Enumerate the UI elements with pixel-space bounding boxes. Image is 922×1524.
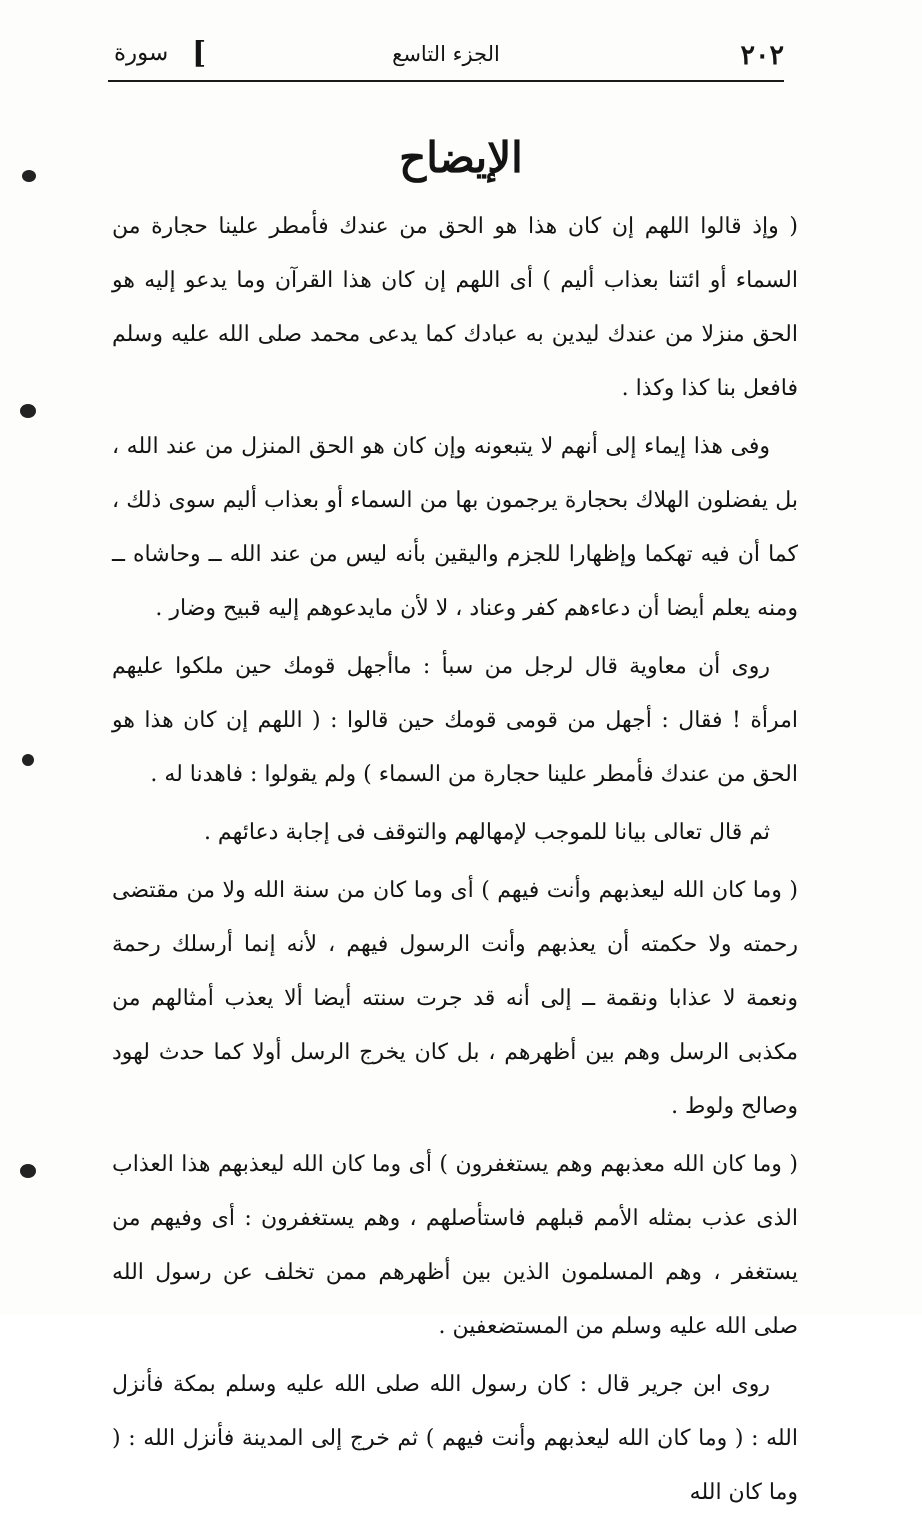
paragraph: ( وما كان الله ليعذبهم وأنت فيهم ) أى وما كان من سنة الله ولا من مقتضى رحمته ولا حكمته أن يعذبهم وأنت الرسول فيهم ، لأنه إنما أرسلك رحمة ونعمة لا عذابا ونقمة ــ إلى أنه قد جرت سنته أيضا ألا يعذب أمثالهم من مكذبى الرسل وهم بين أظهرهم ، بل كان يخرج الرسل أولا كما حدث لهود وصالح ولوط .: [112, 878, 798, 1119]
running-header: [108, 38, 784, 78]
margin-ink-blot: [22, 754, 34, 766]
margin-ink-blot: [20, 404, 36, 418]
paragraph: ( وإذ قالوا اللهم إن كان هذا هو الحق من عندك فأمطر علينا حجارة من السماء أو ائتنا بعذاب أليم ) أى اللهم إن كان هذا القرآن وما يدعو إليه هو الحق منزلا من عندك ليدين به عبادك كما يدعى محمد صلى الله عليه وسلم فافعل بنا كذا وكذا .: [112, 214, 798, 401]
paragraph: روى أن معاوية قال لرجل من سبأ : ماأجهل قومك حين ملكوا عليهم امرأة ! فقال : أجهل من قومى قومك حين قالوا : ( اللهم إن كان هذا هو الحق من عندك فأمطر علينا حجارة من السماء ) ولم يقولوا : فاهدنا له .: [112, 654, 798, 787]
page-number: ٢٠٢: [740, 40, 784, 71]
header-bracket: [: [192, 36, 207, 71]
body-text: [112, 200, 798, 1524]
margin-ink-blot: [20, 1164, 36, 1178]
paragraph: وفى هذا إيماء إلى أنهم لا يتبعونه وإن كان هو الحق المنزل من عند الله ، بل يفضلون الهلاك بحجارة يرجمون بها من السماء أو بعذاب أليم سوى ذلك ، كما أن فيه تهكما وإظهارا للجزم واليقين بأنه ليس من عند الله ــ وحاشاه ــ ومنه يعلم أيضا أن دعاءهم كفر وعناد ، لا لأن مايدعوهم إليه قبيح وضار .: [112, 434, 798, 621]
section-title: الإيضاح: [399, 133, 523, 182]
paragraph: روى ابن جرير قال : كان رسول الله صلى الله عليه وسلم بمكة فأنزل الله : ( وما كان الله ليعذبهم وأنت فيهم ) ثم خرج إلى المدينة فأنزل الله : ( وما كان الله: [112, 1372, 798, 1505]
surah-label: سورة: [114, 40, 169, 66]
part-title: الجزء التاسع: [392, 42, 500, 66]
header-rule: [108, 80, 784, 82]
paragraph: ثم قال تعالى بيانا للموجب لإمهالهم والتوقف فى إجابة دعائهم .: [203, 820, 770, 845]
margin-ink-blot: [22, 170, 36, 182]
paragraph: ( وما كان الله معذبهم وهم يستغفرون ) أى وما كان الله ليعذبهم هذا العذاب الذى عذب بمثله الأمم قبلهم فاستأصلهم ، وهم يستغفرون : أى وفيهم من يستغفر ، وهم المسلمون الذين بين أظهرهم ممن تخلف عن رسول الله صلى الله عليه وسلم من المستضعفين .: [112, 1152, 798, 1339]
